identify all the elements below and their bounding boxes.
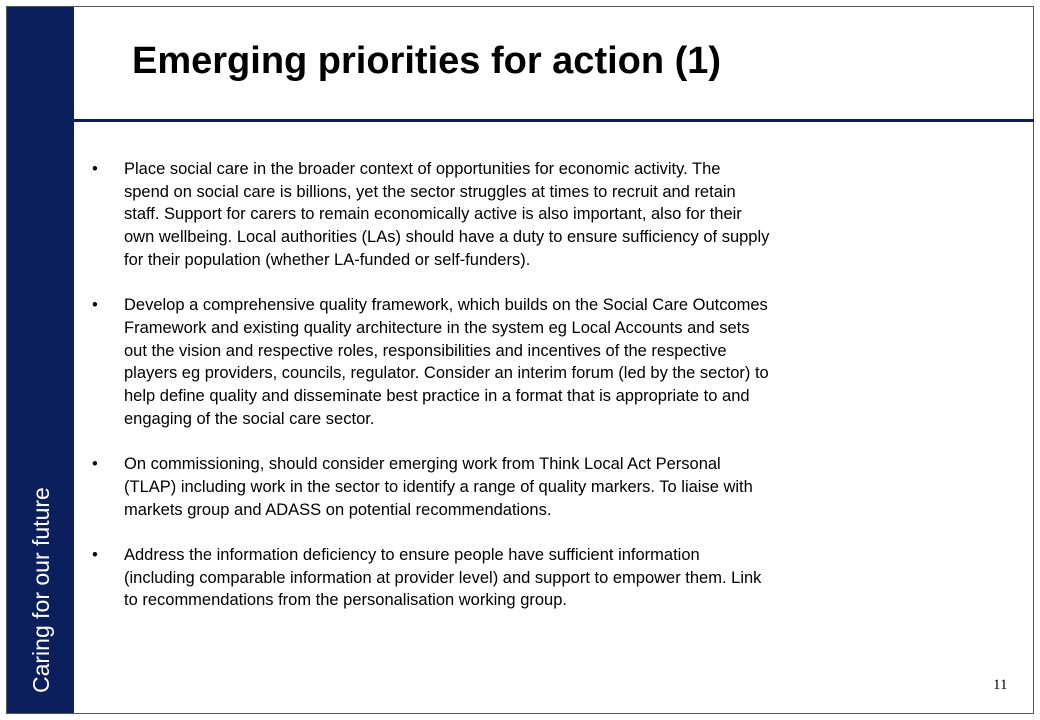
bullet-item xyxy=(92,158,972,272)
bullet-line: players eg providers, councils, regulator. Consider an interim forum (led by the sector) to xyxy=(124,364,769,383)
bullet-line: spend on social care is billions, yet the sector struggles at times to recruit and retain xyxy=(124,182,736,201)
bullet-line: to recommendations from the personalisation working group. xyxy=(124,591,567,610)
side-label: Caring for our future xyxy=(28,487,54,693)
bullet-line: out the vision and respective roles, responsibilities and incentives of the respective xyxy=(124,341,727,360)
bullet-icon: • xyxy=(92,296,98,315)
bullet-icon: • xyxy=(92,160,98,178)
bullet-line: On commissioning, should consider emerging work from Think Local Act Personal xyxy=(124,455,721,474)
bullet-icon: • xyxy=(92,455,98,474)
bullet-icon: • xyxy=(92,545,98,564)
bullet-line: Place social care in the broader context of opportunities for economic activity. The xyxy=(124,160,721,178)
bullet-line: own wellbeing. Local authorities (LAs) should have a duty to ensure sufficiency of supply xyxy=(124,228,770,247)
title-divider xyxy=(74,119,1034,122)
bullet-line: for their population (whether LA-funded or self-funders). xyxy=(124,250,531,269)
bullet-item xyxy=(92,294,972,430)
bullet-line: engaging of the social care sector. xyxy=(124,409,375,428)
bullet-line: (including comparable information at provider level) and support to empower them. Link xyxy=(124,568,762,587)
bullet-line: staff. Support for carers to remain economically active is also important, also for their xyxy=(124,205,742,224)
bullet-item xyxy=(92,544,972,612)
page-number: 11 xyxy=(993,677,1008,693)
slide-title: Emerging priorities for action (1) xyxy=(132,40,722,82)
bullet-list xyxy=(92,158,972,635)
bullet-line: Develop a comprehensive quality framework, which builds on the Social Care Outcomes xyxy=(124,296,768,315)
bullet-item xyxy=(92,453,972,521)
bullet-line: Address the information deficiency to ensure people have sufficient information xyxy=(124,545,700,564)
bullet-line: (TLAP) including work in the sector to identify a range of quality markers. To liaise with xyxy=(124,477,753,496)
bullet-line: help define quality and disseminate best practice in a format that is appropriate to and xyxy=(124,387,750,406)
bullet-line: Framework and existing quality architecture in the system eg Local Accounts and sets xyxy=(124,318,750,337)
bullet-line: markets group and ADASS on potential recommendations. xyxy=(124,500,552,519)
